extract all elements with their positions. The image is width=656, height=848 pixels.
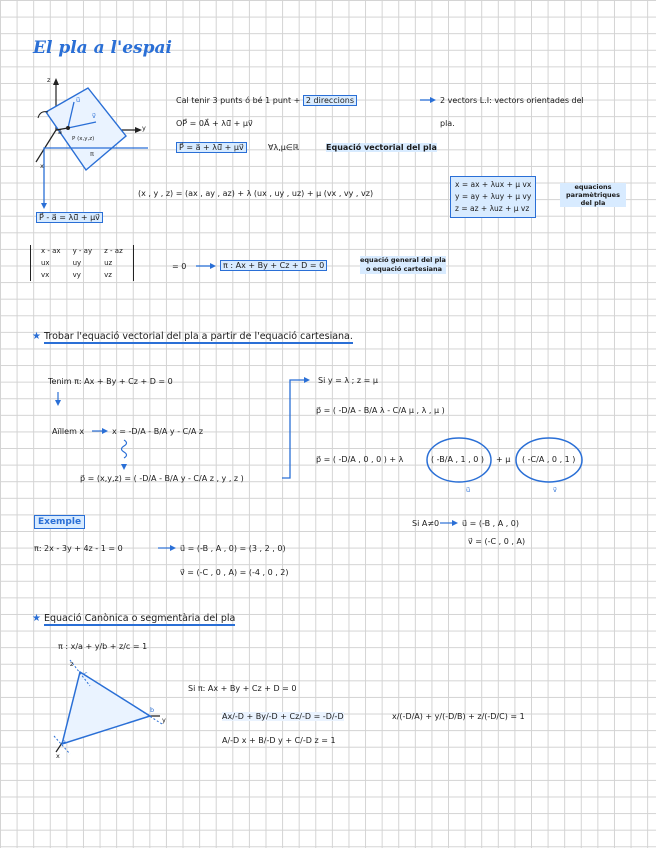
det-cell: vy: [72, 271, 81, 279]
vector-equation-box: P⃗ = a⃗ + λū⃗ + μv⃗: [176, 142, 247, 153]
intro-line-2: OP⃗ = 0A⃗ + λū⃗ + μv⃗: [176, 119, 253, 128]
example-condition: Si A≠0: [412, 519, 440, 528]
general-equation-label: equació general del pla o equació cartesiana: [360, 256, 446, 273]
p-vector-eq: p⃗ = (x,y,z) = ( -D/A - B/A y - C/A z , y , z ): [80, 474, 244, 483]
parametric-label: equacions paramètriques del pla: [560, 183, 626, 207]
star-icon: ★: [32, 331, 41, 342]
parametric-line-1: x = ax + λux + μ vx: [455, 180, 532, 189]
plus-mu: + μ: [496, 455, 511, 464]
canonical-si-line: Si π: Ax + By + Cz + D = 0: [188, 684, 297, 693]
canonical-intercept-b: b: [150, 706, 155, 714]
plane-pi-label: π: [90, 150, 94, 158]
substitution-line: Si y = λ ; z = μ: [318, 376, 378, 385]
canonical-coeff-line: A/-D x + B/-D y + C/-D z = 1: [222, 736, 336, 745]
canonical-axis-x: x: [56, 752, 60, 760]
example-general-u: u⃗ = (-B , A , 0): [462, 519, 520, 528]
canonical-intercept-c: c: [84, 670, 88, 678]
circled-u-vector: ( -B/A , 1 , 0 ): [431, 455, 485, 464]
two-directions-box: 2 direccions: [303, 95, 357, 106]
vector-equation-cond: ∀λ,μ∈ℝ: [268, 143, 300, 152]
general-equation-box: π : Ax + By + Cz + D = 0: [220, 260, 327, 271]
vector-short-box: P⃗ - a⃗ = λū⃗ + μv⃗: [36, 212, 103, 223]
canonical-axis-y: y: [162, 716, 166, 724]
star-icon: ★: [32, 613, 41, 624]
vector-u-label: u⃗: [76, 96, 81, 104]
v-vector-tag: v⃗: [553, 486, 557, 494]
det-cell: x - ax: [41, 247, 61, 255]
example-plane-eq: π: 2x - 3y + 4z - 1 = 0: [34, 544, 123, 553]
determinant: [30, 245, 134, 281]
axis-y-label: y: [142, 124, 146, 132]
example-u-vector: u⃗ = (-B , A , 0) = (3 , 2 , 0): [180, 544, 286, 553]
axis-x-label: x: [40, 162, 44, 170]
det-cell: z - az: [104, 247, 123, 255]
page-title: El pla a l'espai: [33, 38, 172, 58]
example-v-vector: v⃗ = (-C , 0 , A) = (-4 , 0 , 2): [180, 568, 289, 577]
det-cell: y - ay: [72, 247, 93, 255]
aillem-line: Aïllem x: [52, 427, 85, 436]
x-isolated: x = -D/A - B/A y - C/A z: [112, 427, 204, 436]
p-vector-eq-2: p⃗ = ( -D/A - B/A λ - C/A μ , λ , μ ): [316, 406, 445, 415]
example-general-v: v⃗ = (-C , 0 , A): [468, 537, 526, 546]
u-vector-tag: u⃗: [466, 486, 471, 494]
det-cell: ux: [41, 259, 50, 267]
det-equals-zero: = 0: [172, 262, 187, 271]
canonical-intercept-a: a: [62, 738, 66, 746]
axis-z-label: z: [47, 76, 51, 84]
canonical-divide-line: Ax/-D + By/-D + Cz/-D = -D/-D: [222, 712, 344, 721]
p-vector-eq-3: p⃗ = ( -D/A , 0 , 0 ) + λ: [316, 455, 404, 464]
section-1-header: ★ Trobar l'equació vectorial del pla a partir de l'equació cartesiana.: [32, 331, 353, 342]
intro-line-1: Cal tenir 3 punts ó bé 1 punt + 2 direccions: [176, 96, 357, 105]
section-2-header: ★ Equació Canònica o segmentària del pla: [32, 613, 236, 624]
vector-a-label: a⃗: [58, 128, 62, 136]
vector-v-label: v⃗: [92, 112, 96, 120]
intro-line-1-rest: 2 vectors L.I: vectors orientades del: [440, 96, 584, 105]
vector-equation-label: Equació vectorial del pla: [326, 143, 437, 152]
det-cell: uy: [72, 259, 82, 267]
canonical-final-line: x/(-D/A) + y/(-D/B) + z/(-D/C) = 1: [392, 712, 525, 721]
det-cell: vz: [104, 271, 112, 279]
coordinate-equation: (x , y , z) = (ax , ay , az) + λ (ux , uy , uz) + μ (vx , vy , vz): [138, 189, 374, 198]
intro-line-2-end: pla.: [440, 119, 455, 128]
canonical-axis-z: z: [70, 660, 74, 668]
circled-v-vector: ( -C/A , 0 , 1 ): [522, 455, 576, 464]
det-cell: uz: [104, 259, 113, 267]
parametric-box: [450, 176, 536, 218]
point-p-label: P (x,y,z): [72, 136, 95, 142]
det-cell: vx: [41, 271, 50, 279]
canonical-equation: π : x/a + y/b + z/c = 1: [58, 642, 148, 651]
parametric-line-2: y = ay + λuy + μ vy: [455, 192, 532, 201]
example-label: Exemple: [34, 515, 85, 529]
tenim-line: Tenim π: Ax + By + Cz + D = 0: [48, 377, 173, 386]
parametric-line-3: z = az + λuz + μ vz: [455, 204, 530, 213]
